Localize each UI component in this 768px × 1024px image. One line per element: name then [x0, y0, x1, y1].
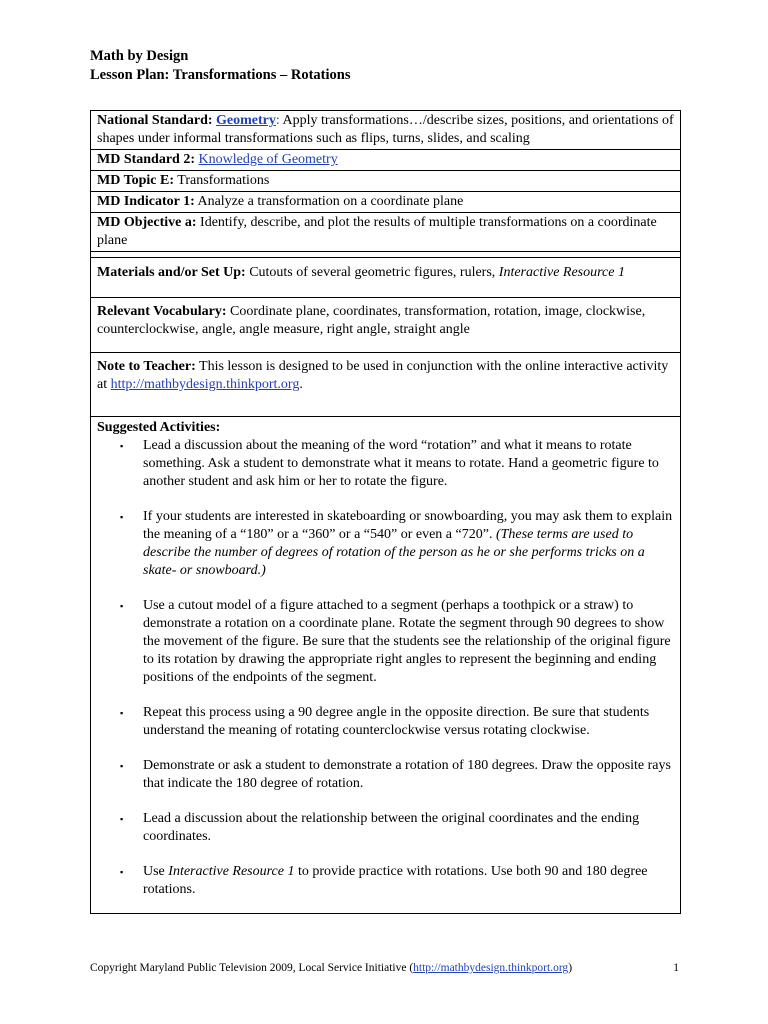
footer-thinkport-link[interactable]: http://mathbydesign.thinkport.org [413, 962, 569, 974]
activities-row [91, 417, 680, 913]
activity-text: Lead a discussion about the meaning of the word “rotation” and what it means to rotate something. Ask a student to demonstrate what it means to rotate. Hand a geometric figure to another student and ask him or her to rotate the figure. [143, 438, 659, 489]
md-indicator-text: Analyze a transformation on a coordinate plane [197, 194, 464, 209]
bullet-icon: ▪ [120, 867, 124, 877]
list-item [97, 508, 674, 580]
note-row [91, 353, 680, 417]
activity-text: Lead a discussion about the relationship between the original coordinates and the ending coordinates. [143, 811, 640, 844]
national-standard-text: Apply transformations…/describe sizes, positions, and orientations of shapes under informal transformations such as flips, turns, slides, and scaling [97, 113, 674, 146]
md-topic-row [91, 171, 680, 192]
list-item [97, 704, 674, 740]
md-indicator-row [91, 192, 680, 213]
note-end: . [299, 377, 303, 392]
bullet-icon: ▪ [120, 601, 124, 611]
activities-list [97, 437, 674, 899]
list-item [97, 757, 674, 793]
page-footer [90, 962, 679, 974]
md-topic-text: Transformations [177, 173, 270, 188]
materials-text: Cutouts of several geometric figures, rulers, [249, 265, 496, 280]
thinkport-link[interactable]: http://mathbydesign.thinkport.org [110, 377, 300, 392]
vocabulary-label: Relevant Vocabulary: [97, 304, 227, 319]
page-number: 1 [673, 962, 679, 974]
materials-label: Materials and/or Set Up: [97, 265, 246, 280]
activity-resource: Interactive Resource 1 [168, 864, 295, 879]
knowledge-of-geometry-link[interactable]: Knowledge of Geometry [198, 152, 338, 167]
md-standard-row [91, 150, 680, 171]
activities-label: Suggested Activities: [97, 420, 221, 435]
activity-text: Repeat this process using a 90 degree angle in the opposite direction. Be sure that students understand the meaning of rotating counterclockwise versus rotating clockwise. [143, 705, 650, 738]
activity-text: to provide practice with rotations. Use both 90 and 180 degree rotations. [143, 864, 648, 897]
document-title: Math by Design [90, 48, 189, 64]
activity-italic-note: (These terms are used to describe the number of degrees of rotation of the person as he or she performs tricks on a skate- or snowboard.) [143, 527, 645, 578]
list-item [97, 437, 674, 491]
md-standard-label: MD Standard 2: [97, 152, 196, 167]
list-item [97, 597, 674, 687]
lesson-plan-title: Lesson Plan: Transformations – Rotations [90, 67, 351, 83]
note-text: This lesson is designed to be used in conjunction with the online interactive activity at [97, 359, 669, 392]
footer-copyright: Copyright Maryland Public Television 2009, Local Service Initiative ( [90, 962, 414, 974]
vocabulary-row [91, 298, 680, 353]
materials-resource: Interactive Resource 1 [498, 265, 625, 280]
note-label: Note to Teacher: [97, 359, 196, 374]
vocabulary-text: Coordinate plane, coordinates, transformation, rotation, image, clockwise, counterclockwise, angle, angle measure, right angle, straight angle [97, 304, 646, 337]
geometry-link[interactable]: Geometry [216, 113, 276, 128]
activity-pre: Use [143, 864, 165, 879]
document-header [90, 47, 350, 85]
activity-text: If your students are interested in skateboarding or snowboarding, you may ask them to explain the meaning of a “180” or a “360” or a “540” or even a “720”. [143, 509, 673, 542]
md-objective-row [91, 213, 680, 252]
materials-row [91, 258, 680, 298]
bullet-icon: ▪ [120, 441, 124, 451]
activity-text: Demonstrate or ask a student to demonstrate a rotation of 180 degrees. Draw the opposite rays that indicate the 180 degree of rotation. [143, 758, 671, 791]
activity-text: Use a cutout model of a figure attached to a segment (perhaps a toothpick or a straw) to demonstrate a rotation on a coordinate plane. Rotate the segment through 90 degrees to show the movement of the figure. Be sure that the students see the relationship of the original figure to its rotation by drawing the appropriate right angles to represent the beginning and ending positions of the endpoints of the segment. [143, 598, 671, 685]
md-objective-label: MD Objective a: [97, 215, 197, 230]
geometry-link-colon: : [275, 113, 280, 128]
bullet-icon: ▪ [120, 761, 124, 771]
national-standard-label: National Standard: [97, 113, 213, 128]
bullet-icon: ▪ [120, 708, 124, 718]
footer-end: ) [568, 962, 573, 974]
md-indicator-label: MD Indicator 1: [97, 194, 195, 209]
md-topic-label: MD Topic E: [97, 173, 175, 188]
list-item [97, 863, 674, 899]
bullet-icon: ▪ [120, 512, 124, 522]
md-objective-text: Identify, describe, and plot the results of multiple transformations on a coordinate plane [97, 215, 657, 248]
lesson-plan-table [90, 110, 681, 914]
bullet-icon: ▪ [120, 814, 124, 824]
list-item [97, 810, 674, 846]
national-standard-row [91, 111, 680, 150]
